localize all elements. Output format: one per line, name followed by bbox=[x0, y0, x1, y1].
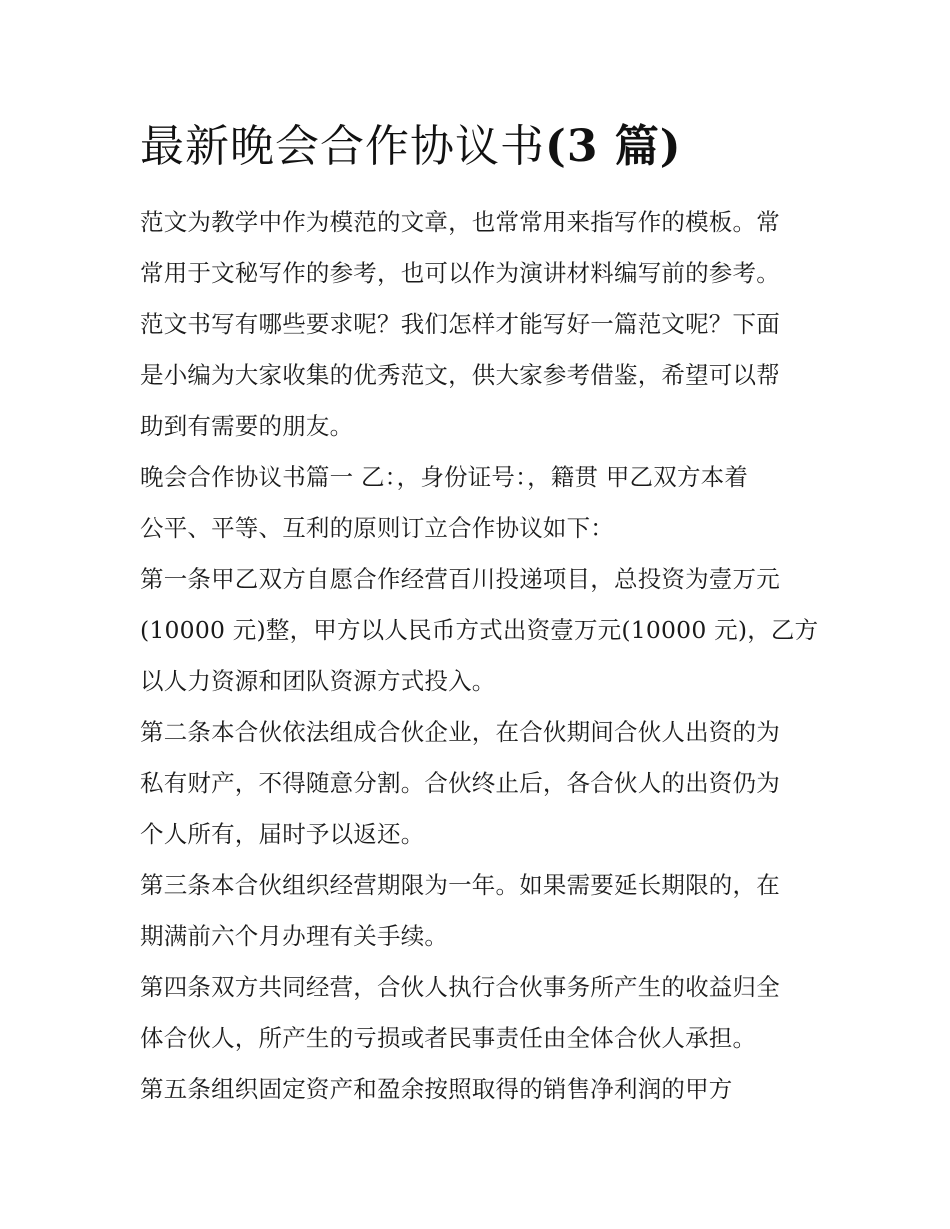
body-line: 范文书写有哪些要求呢？我们怎样才能写好一篇范文呢？下面 bbox=[140, 310, 780, 338]
body-line: 期满前六个月办理有关手续。 bbox=[140, 922, 449, 950]
body-line: 第五条组织固定资产和盈余按照取得的销售净利润的甲方 bbox=[140, 1075, 733, 1103]
body-line: 助到有需要的朋友。 bbox=[140, 412, 354, 440]
body-line: 晚会合作协议书篇一 乙：，身份证号：，籍贯 甲乙双方本着 bbox=[140, 463, 749, 491]
document-title bbox=[140, 118, 840, 176]
body-line: 是小编为大家收集的优秀范文，供大家参考借鉴，希望可以帮 bbox=[140, 361, 780, 389]
body-line: 第二条本合伙依法组成合伙企业，在合伙期间合伙人出资的为 bbox=[140, 718, 780, 746]
body-line: 个人所有，届时予以返还。 bbox=[140, 820, 425, 848]
document-title-main: 最新晚会合作协议书 bbox=[140, 121, 545, 172]
body-line: 第一条甲乙双方自愿合作经营百川投递项目，总投资为壹万元 bbox=[140, 565, 780, 593]
document-title-suffix: (3 篇) bbox=[545, 121, 682, 172]
body-line: 第四条双方共同经营，合伙人执行合伙事务所产生的收益归全 bbox=[140, 973, 780, 1001]
body-line: 常用于文秘写作的参考，也可以作为演讲材料编写前的参考。 bbox=[140, 259, 780, 287]
body-line: 公平、平等、互利的原则订立合作协议如下： bbox=[140, 514, 614, 542]
document-body bbox=[140, 197, 819, 1115]
body-line: 以人力资源和团队资源方式投入。 bbox=[140, 667, 496, 695]
body-line: (10000 元)整，甲方以人民币方式出资壹万元(10000 元)，乙方 bbox=[140, 616, 819, 644]
body-line: 范文为教学中作为模范的文章，也常常用来指写作的模板。常 bbox=[140, 208, 780, 236]
body-line: 体合伙人，所产生的亏损或者民事责任由全体合伙人承担。 bbox=[140, 1024, 757, 1052]
body-line: 私有财产，不得随意分割。合伙终止后，各合伙人的出资仍为 bbox=[140, 769, 780, 797]
body-line: 第三条本合伙组织经营期限为一年。如果需要延长期限的，在 bbox=[140, 871, 780, 899]
